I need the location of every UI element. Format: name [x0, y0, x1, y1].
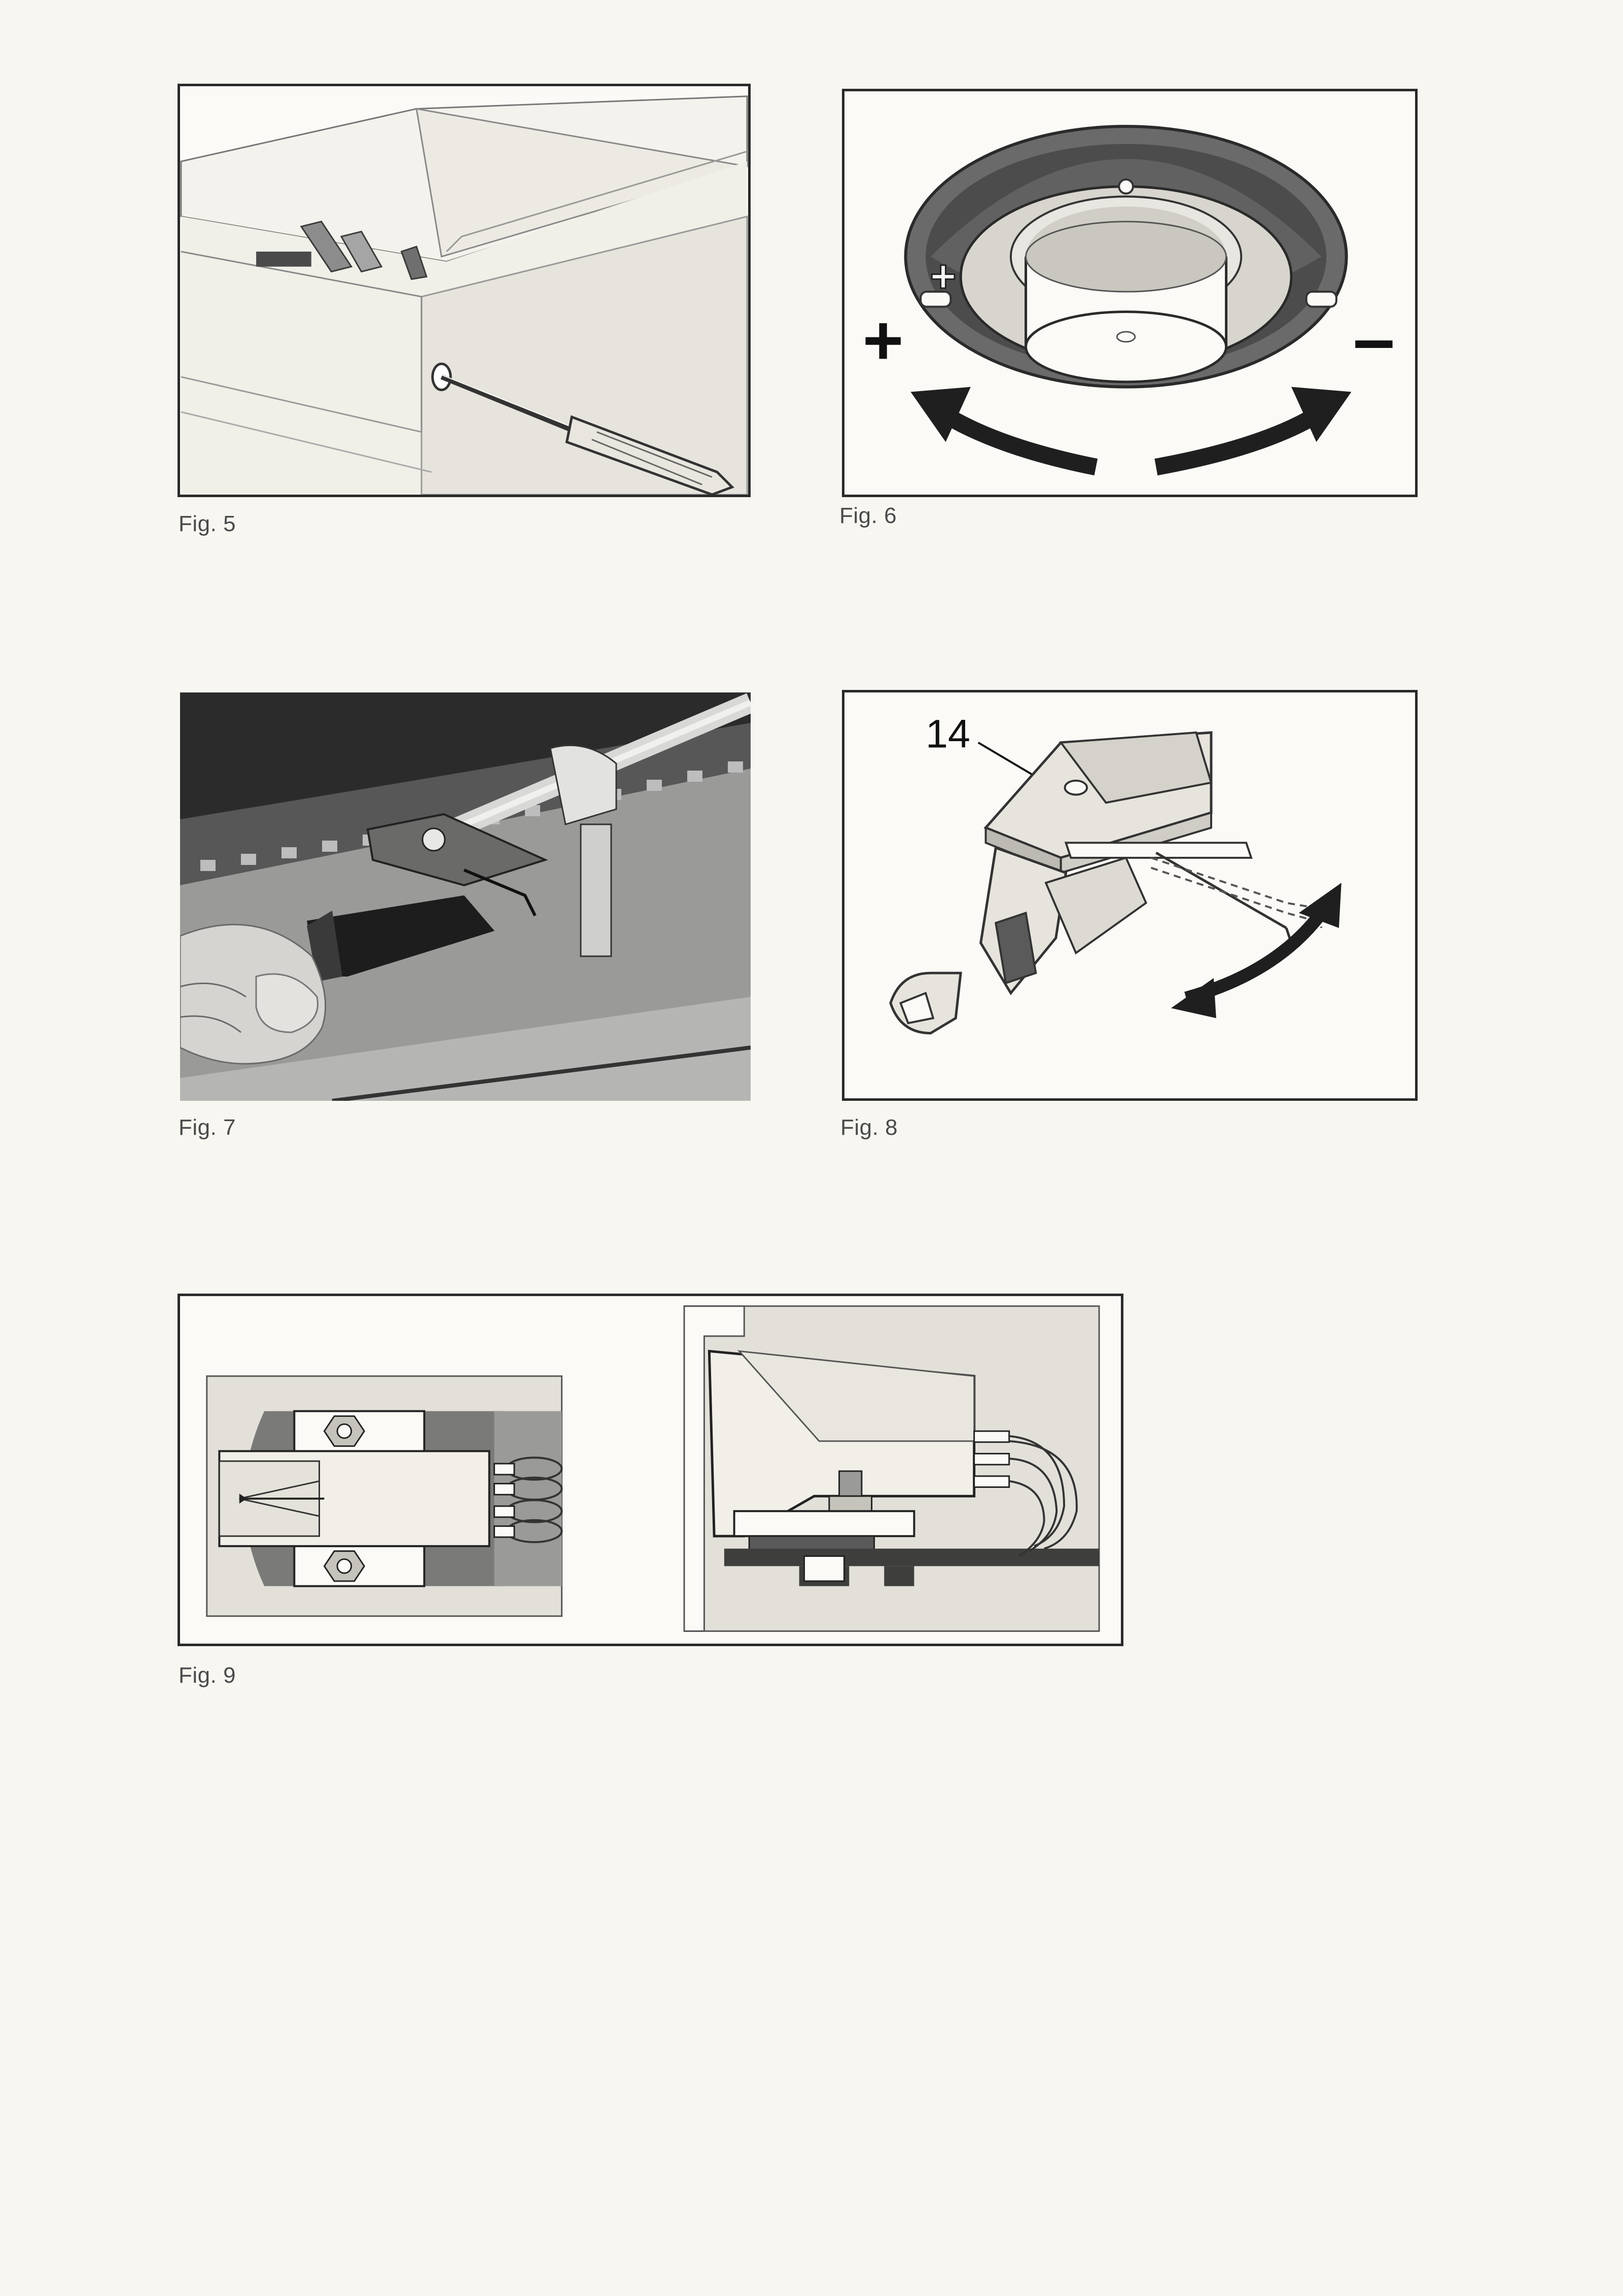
tonearm-photo [180, 692, 751, 1101]
cartridge-mounting-drawing [180, 1296, 1121, 1644]
figure-7-photo [180, 692, 751, 1101]
figure-6-illustration [842, 89, 1418, 497]
figure-8-illustration [842, 690, 1418, 1101]
figure-9-illustration [178, 1294, 1123, 1646]
figure-5-caption: Fig. 5 [179, 511, 236, 536]
plus-direction-label: + [862, 301, 904, 380]
minus-direction-label: – [1353, 297, 1395, 381]
headshell-stylus-drawing [844, 692, 1415, 1098]
cartridge-top-view [207, 1376, 562, 1616]
figure-9-caption: Fig. 9 [179, 1663, 236, 1688]
dial-plus-marking: + [930, 251, 957, 302]
callout-number-14: 14 [926, 711, 970, 756]
cartridge-side-view [684, 1306, 1099, 1631]
figure-5-illustration [178, 84, 751, 497]
figure-7-caption: Fig. 7 [179, 1115, 236, 1140]
speed-adjust-dial-drawing [844, 91, 1415, 495]
figure-6-caption: Fig. 6 [839, 503, 897, 528]
figure-8-caption: Fig. 8 [840, 1115, 898, 1140]
turntable-hinge-screwdriver-drawing [180, 86, 748, 495]
